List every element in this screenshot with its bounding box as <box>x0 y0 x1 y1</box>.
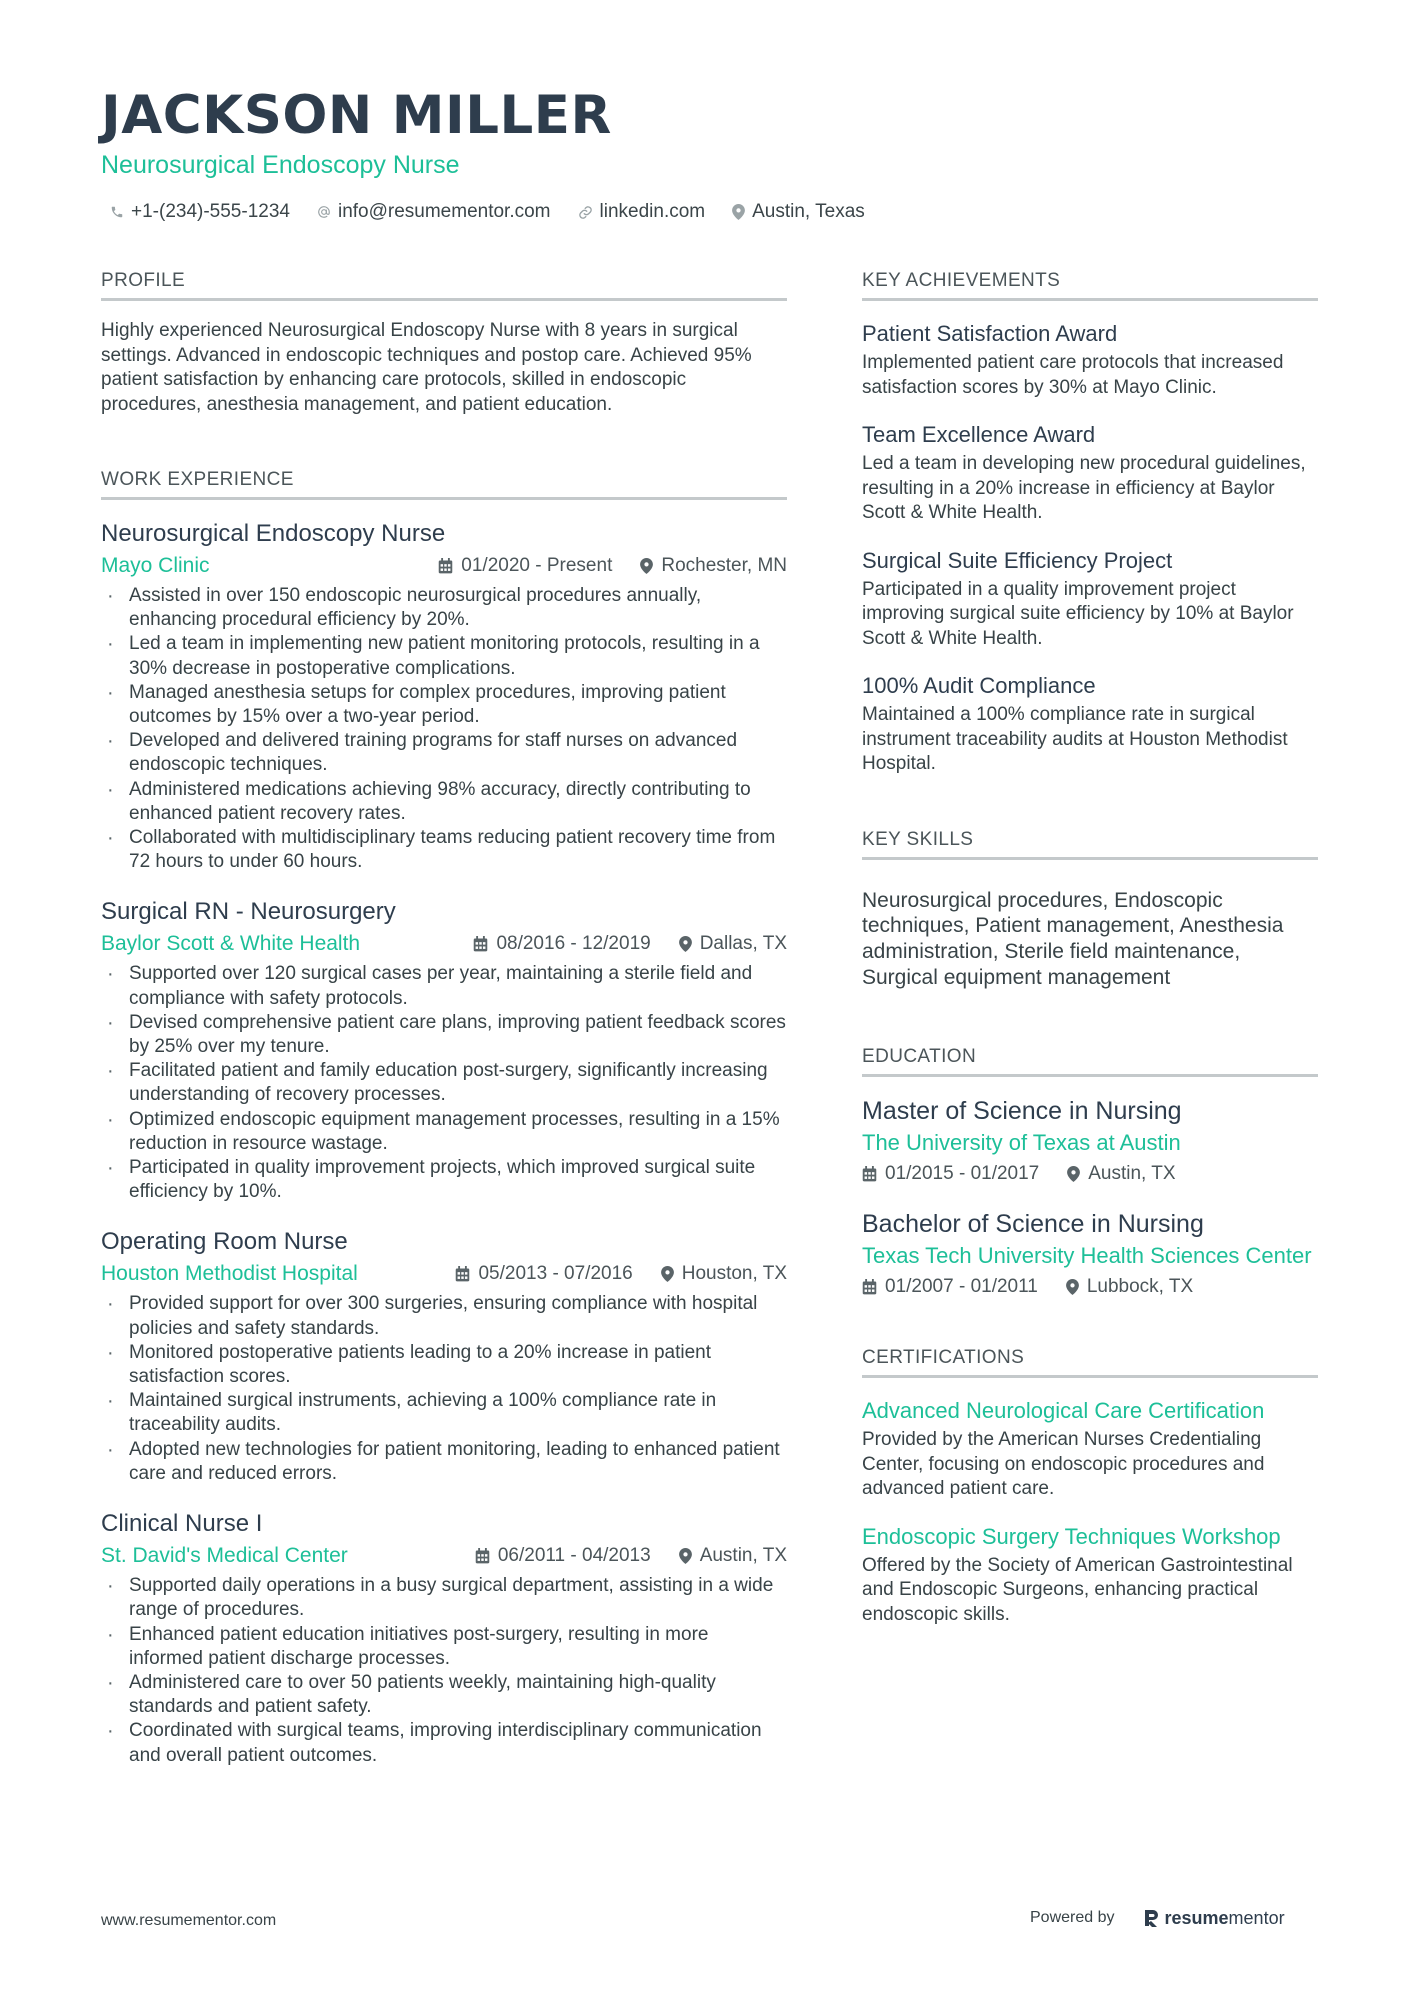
left-column <box>101 268 787 1768</box>
at-icon <box>317 205 331 219</box>
job-meta <box>101 1542 787 1570</box>
education-location <box>1067 1160 1175 1188</box>
location-pin-icon <box>679 936 692 952</box>
brand-name-part1: resume <box>1164 1908 1229 1928</box>
education-dates-text: 01/2007 - 01/2011 <box>885 1276 1038 1298</box>
bullet-item: · Managed anesthesia setups for complex procedures, improving patient outcomes by 15% over a two-year period. <box>101 681 787 729</box>
education-meta <box>862 1160 1318 1188</box>
experience-heading: WORK EXPERIENCE <box>101 467 787 500</box>
experience-section <box>101 467 787 1768</box>
achievement-item <box>862 546 1318 652</box>
bullet-item: · Collaborated with multidisciplinary teams reducing patient recovery time from 72 hours to under 60 hours. <box>101 826 787 874</box>
contact-phone[interactable] <box>110 199 290 225</box>
job-location-text: Rochester, MN <box>661 555 787 576</box>
job-location-text: Austin, TX <box>699 1545 787 1567</box>
right-column <box>862 268 1318 1627</box>
calendar-icon <box>475 1548 490 1564</box>
bullet-item: · Monitored postoperative patients leading to a 20% increase in patient satisfaction scores. <box>101 1341 787 1389</box>
job-company: Houston Methodist Hospital <box>101 1262 358 1286</box>
location-pin-icon <box>1067 1166 1080 1182</box>
link-icon <box>578 205 593 220</box>
bullet-item: · Provided support for over 300 surgeries, ensuring compliance with hospital policies and safety standards. <box>101 1292 787 1340</box>
job-location-text: Houston, TX <box>681 1263 787 1285</box>
contact-location <box>732 199 865 225</box>
job-entry <box>101 518 787 874</box>
education-section <box>862 1044 1318 1301</box>
achievement-item <box>862 420 1318 526</box>
location-pin-icon <box>661 1266 674 1282</box>
job-bullets <box>101 584 787 874</box>
bullet-item: · Administered medications achieving 98% accuracy, directly contributing to enhanced patient recovery rates. <box>101 778 787 826</box>
brand-logo[interactable] <box>1143 1906 1285 1930</box>
candidate-role: Neurosurgical Endoscopy Nurse <box>101 151 460 179</box>
education-degree: Master of Science in Nursing <box>862 1097 1182 1126</box>
achievements-section <box>862 268 1318 777</box>
location-pin-icon <box>679 1548 692 1564</box>
job-location <box>679 930 787 958</box>
calendar-icon <box>473 936 488 952</box>
job-meta <box>101 1260 787 1288</box>
job-dates-text: 01/2020 - Present <box>461 555 613 576</box>
bullet-item: · Coordinated with surgical teams, improving interdisciplinary communication and overall patient outcomes. <box>101 1719 787 1767</box>
job-location <box>679 1542 787 1570</box>
education-dates-text: 01/2015 - 01/2017 <box>885 1163 1040 1185</box>
candidate-name: JACKSON MILLER <box>101 85 612 146</box>
bullet-item: · Devised comprehensive patient care plans, improving patient feedback scores by 25% over my tenure. <box>101 1011 787 1059</box>
bullet-item: · Facilitated patient and family education post-surgery, significantly increasing understanding of recovery processes. <box>101 1059 787 1107</box>
education-dates <box>862 1273 1038 1301</box>
job-meta-right <box>438 552 787 580</box>
education-degree: Bachelor of Science in Nursing <box>862 1210 1204 1239</box>
bullet-item: · Enhanced patient education initiatives post-surgery, resulting in more informed patient discharge processes. <box>101 1623 787 1671</box>
resumementor-logo-icon <box>1143 1908 1159 1928</box>
achievement-desc: Participated in a quality improvement project improving surgical suite efficiency by 10% at Baylor Scott & White Health. <box>862 578 1294 649</box>
job-dates-text: 08/2016 - 12/2019 <box>496 933 651 955</box>
linkedin-text: linkedin.com <box>599 201 706 222</box>
profile-heading: PROFILE <box>101 268 787 301</box>
certification-title: Advanced Neurological Care Certification <box>862 1398 1265 1424</box>
bullet-item: · Adopted new technologies for patient monitoring, leading to enhanced patient care and reduced errors. <box>101 1438 787 1486</box>
education-school: Texas Tech University Health Sciences Center <box>862 1243 1312 1269</box>
job-dates <box>438 552 612 580</box>
footer-branding <box>1030 1906 1285 1930</box>
phone-icon <box>110 205 124 219</box>
education-item <box>862 1095 1318 1188</box>
achievements-heading: KEY ACHIEVEMENTS <box>862 268 1318 301</box>
job-title: Neurosurgical Endoscopy Nurse <box>101 520 446 547</box>
contact-bar <box>110 199 892 225</box>
job-dates <box>475 1542 651 1570</box>
job-entry <box>101 1508 787 1768</box>
job-meta <box>101 552 787 580</box>
certification-desc: Provided by the American Nurses Credentialing Center, focusing on endoscopic procedures and advanced patient care. <box>862 1429 1265 1500</box>
job-bullets <box>101 962 787 1204</box>
bullet-item: · Supported over 120 surgical cases per year, maintaining a sterile field and compliance with safety protocols. <box>101 962 787 1010</box>
job-entry <box>101 1226 787 1486</box>
education-meta <box>862 1273 1318 1301</box>
job-bullets <box>101 1574 787 1768</box>
job-company: Baylor Scott & White Health <box>101 932 361 956</box>
location-pin-icon <box>1066 1279 1079 1295</box>
achievement-desc: Maintained a 100% compliance rate in surgical instrument traceability audits at Houston Methodist Hospital. <box>862 704 1288 774</box>
achievement-title: Patient Satisfaction Award <box>862 321 1118 346</box>
phone-text: +1-(234)-555-1234 <box>131 201 290 222</box>
bullet-item: · Optimized endoscopic equipment management processes, resulting in a 15% reduction in resource wastage. <box>101 1108 787 1156</box>
certification-item <box>862 1396 1318 1502</box>
bullet-item: · Administered care to over 50 patients weekly, maintaining high-quality standards and patient safety. <box>101 1671 787 1719</box>
certification-title: Endoscopic Surgery Techniques Workshop <box>862 1523 1281 1549</box>
bullet-item: · Maintained surgical instruments, achieving a 100% compliance rate in traceability audits. <box>101 1389 787 1437</box>
certifications-section <box>862 1345 1318 1627</box>
job-company: St. David's Medical Center <box>101 1544 348 1568</box>
calendar-icon <box>455 1266 470 1282</box>
profile-text: Highly experienced Neurosurgical Endoscopy Nurse with 8 years in surgical settings. Advanced in endoscopic techniques and postop care. Achieved 95% patient satisfaction by enhancing care protocols, skilled in endoscopic procedures, anesthesia management, and patient education. <box>101 320 752 415</box>
skills-heading: KEY SKILLS <box>862 827 1318 860</box>
job-bullets <box>101 1292 787 1486</box>
calendar-icon <box>438 558 453 574</box>
certification-desc: Offered by the Society of American Gastrointestinal and Endoscopic Surgeons, enhancing practical endoscopic skills. <box>862 1554 1293 1625</box>
skills-text: Neurosurgical procedures, Endoscopic techniques, Patient management, Anesthesia administration, Sterile field maintenance, Surgical equipment management <box>862 888 1284 989</box>
job-meta-right <box>455 1260 787 1288</box>
job-dates <box>473 930 650 958</box>
job-meta-right <box>473 930 787 958</box>
achievement-title: Team Excellence Award <box>862 422 1096 447</box>
achievement-title: Surgical Suite Efficiency Project <box>862 547 1173 573</box>
bullet-item: · Participated in quality improvement projects, which improved surgical suite efficiency by 10%. <box>101 1156 787 1204</box>
achievement-desc: Led a team in developing new procedural guidelines, resulting in a 20% increase in efficiency at Baylor Scott & White Health. <box>862 453 1306 523</box>
profile-section <box>101 268 787 417</box>
job-company: Mayo Clinic <box>101 554 210 577</box>
job-title: Clinical Nurse I <box>101 1510 263 1538</box>
certifications-heading: CERTIFICATIONS <box>862 1345 1318 1378</box>
job-location <box>640 552 787 580</box>
job-dates <box>455 1260 632 1288</box>
brand-name-part2: mentor <box>1228 1908 1285 1928</box>
job-dates-text: 06/2011 - 04/2013 <box>497 1545 651 1567</box>
achievement-item <box>862 319 1318 400</box>
job-meta <box>101 930 787 958</box>
footer-website[interactable]: www.resumementor.com <box>101 1912 277 1929</box>
job-location <box>661 1260 787 1288</box>
certification-item <box>862 1522 1318 1628</box>
bullet-item: · Led a team in implementing new patient monitoring protocols, resulting in a 30% decrease in postoperative complications. <box>101 632 787 680</box>
bullet-item: · Developed and delivered training programs for staff nurses on advanced endoscopic techniques. <box>101 729 787 777</box>
job-dates-text: 05/2013 - 07/2016 <box>478 1263 633 1285</box>
location-pin-icon <box>640 558 653 574</box>
education-item <box>862 1208 1318 1301</box>
location-pin-icon <box>732 204 745 220</box>
bullet-item: · Assisted in over 150 endoscopic neurosurgical procedures annually, enhancing procedural efficiency by 20%. <box>101 584 787 632</box>
achievement-item <box>862 671 1318 777</box>
location-text: Austin, Texas <box>752 201 865 222</box>
email-text: info@resumementor.com <box>337 201 551 222</box>
bullet-item: · Supported daily operations in a busy surgical department, assisting in a wide range of procedures. <box>101 1574 787 1622</box>
education-dates <box>862 1160 1039 1188</box>
job-location-text: Dallas, TX <box>699 933 787 955</box>
job-entry <box>101 896 787 1204</box>
powered-by-label: Powered by <box>1030 1909 1115 1926</box>
skills-section <box>862 827 1318 991</box>
education-location <box>1066 1273 1193 1301</box>
education-location-text: Austin, TX <box>1088 1163 1176 1185</box>
job-title: Surgical RN - Neurosurgery <box>101 898 396 926</box>
calendar-icon <box>862 1279 877 1295</box>
achievement-title: 100% Audit Compliance <box>862 673 1096 698</box>
achievement-desc: Implemented patient care protocols that increased satisfaction scores by 30% at Mayo Clinic. <box>862 352 1284 398</box>
contact-linkedin[interactable] <box>578 199 706 225</box>
calendar-icon <box>862 1166 877 1182</box>
job-meta-right <box>475 1542 787 1570</box>
education-school: The University of Texas at Austin <box>862 1130 1181 1156</box>
contact-email[interactable] <box>317 199 551 225</box>
education-heading: EDUCATION <box>862 1044 1318 1077</box>
education-location-text: Lubbock, TX <box>1086 1276 1194 1298</box>
job-title: Operating Room Nurse <box>101 1228 348 1256</box>
